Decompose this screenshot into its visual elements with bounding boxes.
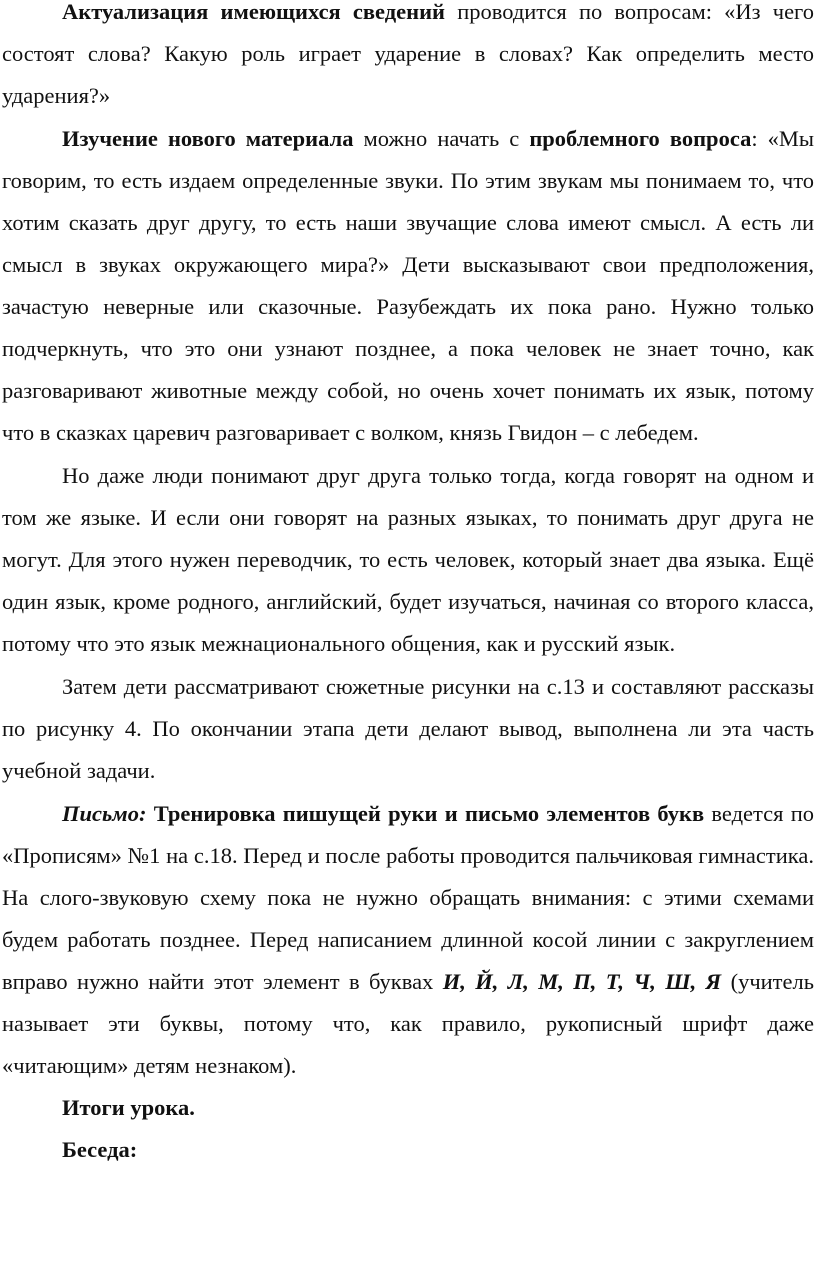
letters-list: И, Й, Л, М, П, Т, Ч, Ш, Я xyxy=(442,969,722,994)
heading-writing-italic: Письмо: xyxy=(62,801,147,826)
paragraph-text: проводится по вопросам: «Из чего состоят слова? Какую роль играет ударение в словах? Как определить место ударения?» xyxy=(2,0,814,108)
heading-lesson-summary: Итоги урока. xyxy=(62,1095,195,1120)
paragraph-text: (учитель называет эти буквы, потому что, как правило, рукописный шрифт даже «читающим» детям незнаком). xyxy=(2,969,814,1078)
paragraph-actualization xyxy=(2,0,814,117)
paragraph-text: можно начать с xyxy=(353,126,530,151)
paragraph-text: Но даже люди понимают друг друга только тогда, когда говорят на одном и том же языке. И если они говорят на разных языках, то понимать друг друга не могут. Для этого нужен переводчик, то есть человек, который знает два языка. Ещё один язык, кроме родного, английский, будет изучаться, начиная со второго класса, потому что это язык межнационального общения, как и русский язык. xyxy=(2,463,814,656)
paragraph-text: ведется по «Прописям» №1 на с.18. Перед и после работы проводится пальчиковая гимнастика. На слого-звуковую схему пока не нужно обращать внимания: с этими схемами будем работать позднее. Перед написанием длинной косой линии с закруглением вправо нужно найти этот элемент в буквах xyxy=(2,801,814,994)
paragraph-writing xyxy=(2,792,814,1087)
paragraph-text: Затем дети рассматривают сюжетные рисунки на с.13 и составляют рассказы по рисунку 4. По окончании этапа дети делают вывод, выполнена ли эта часть учебной задачи. xyxy=(2,674,814,783)
paragraph-pictures xyxy=(2,665,814,792)
heading-conversation: Беседа: xyxy=(62,1137,138,1162)
paragraph-new-material xyxy=(2,117,814,454)
paragraph-text: : «Мы говорим, то есть издаем определенные звуки. По этим звукам мы понимаем то, что хотим сказать друг другу, то есть наши звучащие слова имеют смысл. А есть ли смысл в звуках окружающего мира?» Дети высказывают свои предположения, зачастую неверные или сказочные. Разубеждать их пока рано. Нужно только подчеркнуть, что это они узнают позднее, а пока человек не знает точно, как разговаривают животные между собой, но очень хочет понимать их язык, потому что в сказках царевич разговаривает с волком, князь Гвидон – с лебедем. xyxy=(2,126,814,445)
paragraph-languages xyxy=(2,454,814,665)
bold-phrase-problem-question: проблемного вопроса xyxy=(529,126,752,151)
heading-actualization: Актуализация имеющихся сведений xyxy=(62,0,446,24)
heading-writing-bold: Тренировка пишущей руки и письмо элементов букв xyxy=(146,801,705,826)
heading-new-material: Изучение нового материала xyxy=(62,126,354,151)
